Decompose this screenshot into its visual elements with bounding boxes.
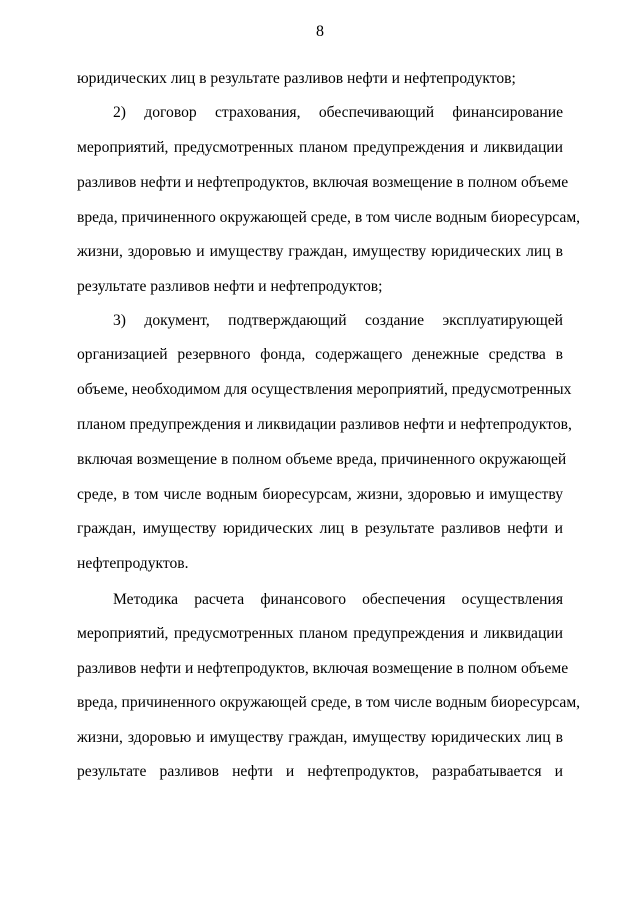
text-line: Методика расчета финансового обеспечения осуществления [113,591,563,608]
text-line: мероприятий, предусмотренных планом предупреждения и ликвидации [77,625,563,642]
text-line: организацией резервного фонда, содержащего денежные средства в [77,346,563,363]
text-line: жизни, здоровью и имуществу граждан, имуществу юридических лиц в [77,243,563,260]
text-line: результате разливов нефти и нефтепродуктов; [77,278,383,295]
text-line: граждан, имуществу юридических лиц в результате разливов нефти и [77,520,563,537]
text-line: разливов нефти и нефтепродуктов, включая возмещение в полном объеме [77,660,569,677]
text-line: мероприятий, предусмотренных планом предупреждения и ликвидации [77,139,563,156]
text-line: планом предупреждения и ликвидации разливов нефти и нефтепродуктов, [77,416,572,433]
text-line: разливов нефти и нефтепродуктов, включая возмещение в полном объеме [77,174,569,191]
text-line: включая возмещение в полном объеме вреда, причиненного окружающей [77,451,567,468]
text-line: результате разливов нефти и нефтепродуктов, разрабатывается и [77,763,563,780]
text-line: вреда, причиненного окружающей среде, в том числе водным биоресурсам, [77,694,581,711]
text-line: среде, в том числе водным биоресурсам, жизни, здоровью и имуществу [77,486,563,503]
text-line: нефтепродуктов. [77,555,189,572]
text-line: 3) документ, подтверждающий создание эксплуатирующей [113,312,563,329]
text-line: вреда, причиненного окружающей среде, в том числе водным биоресурсам, [77,209,581,226]
text-line: объеме, необходимом для осуществления мероприятий, предусмотренных [77,381,572,398]
text-line: юридических лиц в результате разливов нефти и нефтепродуктов; [77,70,516,87]
page-number: 8 [316,23,324,40]
text-line: жизни, здоровью и имуществу граждан, имуществу юридических лиц в [77,729,563,746]
text-line: 2) договор страхования, обеспечивающий финансирование [113,104,563,121]
